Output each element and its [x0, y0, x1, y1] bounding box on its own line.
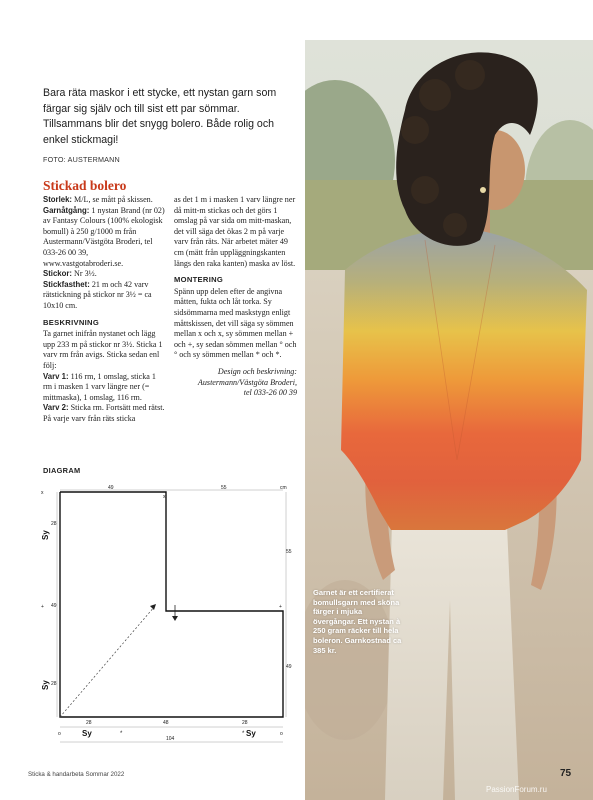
- mark-x-left: x: [41, 490, 44, 496]
- dim-top-49: 49: [108, 485, 114, 491]
- mark-x-top: x: [163, 494, 166, 500]
- varv2-text: Sticka rm. Fortsätt med rätst. På varje varv från räts sticka: [43, 403, 165, 423]
- mark-plus-left: +: [41, 604, 44, 610]
- dim-right-49: 49: [286, 664, 292, 670]
- earring: [480, 187, 486, 193]
- fasthet-paragraph: [43, 280, 166, 312]
- design-line-1: Design och beskrivning:: [217, 366, 297, 376]
- beskrivning-heading: BESKRIVNING: [43, 317, 100, 327]
- col2-text: as det 1 m i masken 1 varv längre ner då mitt-m stickas och det görs 1 omslag på var sida om mitt-maskan, det vill säga det ökas 2 m på varje varv från räts. När arbetet mäter 49 cm (mätt från uppläggningskanten längs den raka kanten) maska av löst.: [174, 195, 296, 268]
- mark-plus-right: +: [279, 604, 282, 610]
- diagonal-arrow: [150, 604, 156, 610]
- storlek-text: M/L, se mått på skissen.: [72, 195, 153, 204]
- model-photo: [305, 40, 593, 800]
- hair-curl-4: [411, 176, 439, 204]
- varv2-paragraph: [43, 403, 166, 424]
- garn-text: 1 nystan Brand (nr 02) av Fantasy Colours (100% ekologisk bomull) à 250 g/1000 m från Austermann/Västgöta Broderi, tel 033-26 00 39, www.vastgotabroderi.se.: [43, 205, 165, 268]
- dim-total-104: 104: [166, 736, 175, 742]
- dim-left-49: 49: [51, 603, 57, 609]
- design-line-2: Austermann/Västgöta Broderi,: [197, 377, 297, 387]
- sy-label-bottom-right: Sy: [246, 729, 256, 738]
- storlek-paragraph: [43, 195, 166, 206]
- montering-heading: MONTERING: [174, 275, 224, 285]
- hair-curl-5: [443, 213, 467, 237]
- varv1-paragraph: [43, 372, 166, 404]
- varv1-label: Varv 1:: [43, 371, 69, 381]
- watermark: PassionForum.ru: [486, 785, 547, 794]
- hair-curl-1: [401, 116, 429, 144]
- dim-left-28b: 28: [51, 681, 57, 687]
- fasthet-text: 21 m och 42 varv rätstickning på stickor nr 3½ = ca 10x10 cm.: [43, 279, 152, 310]
- stickor-text: Nr 3½.: [72, 269, 97, 279]
- dim-left-28a: 28: [51, 521, 57, 527]
- mark-deg-right: o: [280, 731, 283, 737]
- hair-curl-3: [455, 60, 485, 90]
- stickor-paragraph: [43, 269, 166, 280]
- intro-text: Bara räta maskor i ett stycke, ett nystan garn som färgar sig själv och till sist ett par sömmar. Tillsammans blir det snygg bolero. Både rolig och enkel stickmagi!: [43, 87, 277, 146]
- design-line-3: tel 033-26 00 39: [243, 388, 297, 398]
- mark-star-bottom-right: *: [242, 731, 245, 737]
- down-arrow-head: [172, 616, 178, 621]
- bolero-shawl: [341, 229, 587, 530]
- dim-bottom-28b: 28: [242, 720, 248, 726]
- magazine-footer: Sticka & handarbeta Sommar 2022: [28, 771, 125, 778]
- fasthet-label: Stickfasthet:: [43, 279, 90, 289]
- varv1-text: 116 rm, 1 omslag, sticka 1 rm i masken 1 varv längre ner (= mittmaska), 1 omslag, 116 rm.: [43, 371, 156, 402]
- dim-top-55: 55: [221, 485, 227, 491]
- storlek-label: Storlek:: [43, 195, 73, 204]
- sy-label-left-bottom: Sy: [41, 680, 50, 690]
- photo-caption: Garnet är ett certifierat bomullsgarn med sköna färger i mjuka övergångar. Ett nystan à 250 gram räcker till hela boleron. Garnkostnad ca 385 kr.: [313, 588, 402, 655]
- article-title: Stickad bolero: [43, 178, 127, 193]
- pattern-diagram: [38, 480, 300, 755]
- photo-illustration: [305, 40, 593, 800]
- article-column-1: [43, 195, 166, 424]
- article-column-2: [174, 195, 297, 399]
- page-number: 75: [560, 768, 572, 779]
- montering-text: Spänn upp delen efter de angivna måtten, fukta och låt torka. Sy sidsömmarna med maskstygn enligt måttskissen, det vill säga sy sömmen mellan x och x, sy sömmen mellan + och +, sy sedan sömmen mellan ° och ° och sy sömmen mellan * och *.: [174, 286, 297, 360]
- dim-bottom-28a: 28: [86, 720, 92, 726]
- dim-bottom-48: 48: [163, 720, 169, 726]
- sy-label-left-top: Sy: [41, 530, 50, 540]
- stickor-label: Stickor:: [43, 269, 73, 279]
- varv2-label: Varv 2:: [43, 403, 69, 413]
- dim-unit: cm: [280, 485, 287, 491]
- diagram-title: DIAGRAM: [43, 466, 81, 475]
- dim-right-55: 55: [286, 549, 292, 555]
- diagonal-dashed-line: [60, 606, 155, 717]
- mark-deg-left: o: [58, 731, 61, 737]
- garn-label: Garnåtgång:: [43, 205, 90, 215]
- sy-label-bottom-left: Sy: [82, 729, 92, 738]
- photo-credit: FOTO: AUSTERMANN: [43, 155, 120, 164]
- diagram-outline: [60, 492, 283, 717]
- hair-curl-2: [419, 79, 451, 111]
- beskrivning-text: Ta garnet inifrån nystanet och lägg upp 233 m på stickor nr 3½. Sticka 1 varv rm från avigs. Sticka sedan enl följ:: [43, 329, 163, 370]
- garn-paragraph: [43, 206, 166, 270]
- intro-paragraph: [43, 86, 298, 148]
- mark-star-bottom-left: *: [120, 731, 123, 737]
- design-credit: [174, 367, 297, 399]
